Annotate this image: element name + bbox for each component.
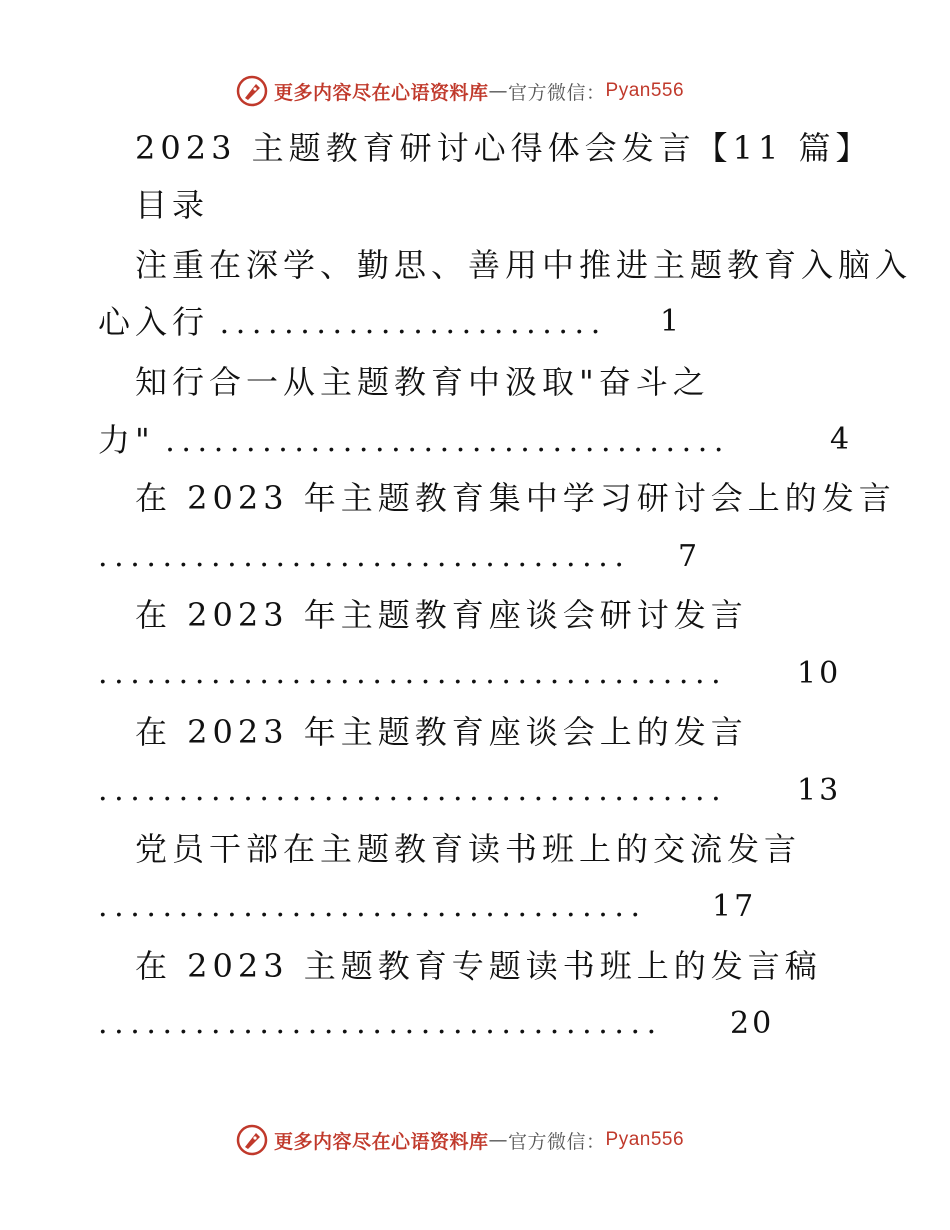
dot-leader: .................................. xyxy=(98,889,647,924)
dot-leader: ................................. xyxy=(98,539,631,574)
dot-leader: ................................... xyxy=(165,424,731,459)
watermark-lead-text: 更多内容尽在心语资料库 xyxy=(274,81,489,104)
toc-entry-leader xyxy=(98,420,730,462)
dot-leader: ....................................... xyxy=(98,656,728,691)
toc-page-number: 13 xyxy=(797,773,842,808)
watermark-official-label: 官方微信： xyxy=(508,1130,606,1153)
watermark-dash: — xyxy=(488,1129,509,1151)
toc-entry-leader xyxy=(98,887,647,927)
toc-entry-title-cont: 心入行 xyxy=(98,303,210,341)
toc-entry-title: 知行合一从主题教育中汲取"奋斗之 xyxy=(135,363,710,401)
toc-entry-leader xyxy=(98,302,607,344)
watermark-official-label: 官方微信： xyxy=(508,81,606,104)
dot-leader: ....................................... xyxy=(98,773,728,808)
watermark-wechat-id: Pyan556 xyxy=(605,80,685,101)
toc-entry-title: 注重在深学、勤思、善用中推进主题教育入脑入 xyxy=(135,246,913,284)
watermark-dash: — xyxy=(488,80,509,102)
footer-watermark xyxy=(236,1122,684,1158)
toc-page-number: 1 xyxy=(660,304,683,339)
toc-entry-title: 党员干部在主题教育读书班上的交流发言 xyxy=(135,830,802,868)
toc-page-number: 7 xyxy=(678,539,701,574)
toc-page-number: 4 xyxy=(830,422,853,457)
toc-entry-title-cont: 力" xyxy=(98,421,155,459)
dot-leader: ........................ xyxy=(219,306,607,341)
toc-heading: 目录 xyxy=(135,186,210,224)
watermark-lead-text: 更多内容尽在心语资料库 xyxy=(274,1130,489,1153)
header-watermark xyxy=(236,73,684,109)
toc-entry-leader xyxy=(98,1004,663,1044)
toc-page-number: 20 xyxy=(730,1006,775,1041)
toc-entry-title: 在 2023 年主题教育座谈会研讨发言 xyxy=(135,596,748,634)
pen-nib-logo-icon xyxy=(236,75,268,107)
toc-page-number: 10 xyxy=(797,656,842,691)
watermark-wechat-id: Pyan556 xyxy=(605,1129,685,1150)
pen-nib-logo-icon xyxy=(236,1124,268,1156)
document-title: 2023 主题教育研讨心得体会发言【11 篇】 xyxy=(135,129,873,167)
toc-entry-leader xyxy=(98,654,727,694)
toc-entry-leader xyxy=(98,771,727,811)
dot-leader: ................................... xyxy=(98,1006,663,1041)
toc-page-number: 17 xyxy=(712,889,757,924)
toc-entry-title: 在 2023 年主题教育座谈会上的发言 xyxy=(135,713,748,751)
toc-entry-title: 在 2023 主题教育专题读书班上的发言稿 xyxy=(135,947,822,985)
toc-entry-title: 在 2023 年主题教育集中学习研讨会上的发言 xyxy=(135,479,896,517)
toc-entry-leader xyxy=(98,537,631,577)
